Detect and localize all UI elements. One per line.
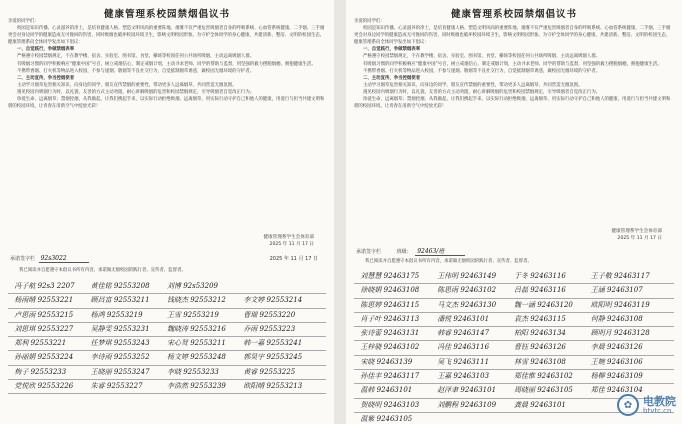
handwritten-signature: 宋心贤 92553211 — [167, 339, 226, 348]
signature-row — [8, 351, 326, 365]
proposal-title: 健康管理系校园禁烟倡议书 — [450, 9, 577, 20]
handwritten-signature: 梅子 92553233 — [14, 367, 67, 376]
signature-row — [8, 280, 326, 294]
signature-org: 健康管理系学生会体育部 — [263, 235, 314, 240]
paragraph: 校园是知识传播、心灵滋养的净土，是培育健康人格、塑造文明风尚的重要阵地。烟雾不仅严重危害吸烟者自身的呼吸系统、心血管系统健康，二手烟、三手烟更会对身边同学的健康造成无可挽回的伤害，同时吸烟也破坏校园环境卫生，影响文明校园形象。为守护全体同学的身心健康，共建清新、整洁、文明的校园生态，健康管理系向全体同学发出如下倡议： — [8, 26, 325, 46]
watermark-text: 电教院 — [643, 394, 676, 408]
campus-seal-icon: ✿ — [617, 394, 639, 416]
handwritten-signature: 柏阳 92463134 — [514, 329, 566, 338]
handwritten-signature: 刘思琪 92553227 — [14, 324, 74, 333]
paragraph: 严格遵守校园禁烟规定，不在教学楼、宿舍、实验室、图书馆、食堂、操场等校园任何公共场所吸烟，主动远离吸烟人群。 — [17, 54, 255, 60]
handwritten-signature: 朱睿 92553227 — [90, 382, 143, 391]
class-value: 92463/班 — [415, 246, 465, 256]
handwritten-signature: 冯子航 92s3 2207 — [14, 282, 75, 290]
class-label: 承诺签字栏 — [356, 249, 382, 255]
paragraph: 严格遵守校园禁烟规定，不在教学楼、宿舍、实验室、图书馆、食堂、操场等校园任何公共场所吸烟，主动远离吸烟人群。 — [363, 54, 601, 60]
right-proposal-sheet — [346, 0, 682, 424]
signature-row — [8, 294, 326, 308]
handwritten-signature: 吴静雯 92553231 — [90, 324, 150, 333]
handwritten-signature: 黄佳铭 92553208 — [90, 282, 150, 290]
paragraph: 校园是知识传播、心灵滋养的净土，是培育健康人格、塑造文明风尚的重要阵地。烟雾不仅严重危害吸烟者自身的呼吸系统、心血管系统健康，二手烟、三手烟更会对身边同学的健康造成无可挽回的伤害，同时吸烟也破坏校园环境卫生，影响文明校园形象。为守护全体同学的身心健康，共建清新、整洁、文明的校园生态，健康管理系向全体同学发出如下倡议： — [354, 26, 671, 46]
handwritten-signature: 魏晓涛 92553216 — [167, 324, 226, 333]
handwritten-signature: 王涵 92463107 — [590, 286, 643, 295]
left-proposal-sheet — [0, 0, 334, 424]
handwritten-signature: 刘鹏程 92463109 — [437, 400, 497, 409]
handwritten-signature: 李文婷 92553214 — [243, 296, 303, 305]
handwritten-signature: 郭昊宇 92553245 — [243, 353, 303, 362]
signature-row — [354, 270, 674, 284]
handwritten-signature: 陈思婷 92463115 — [360, 300, 420, 309]
handwritten-signature: 李晨 92463126 — [590, 343, 643, 352]
handwritten-signature: 曹钰 92463126 — [514, 343, 566, 352]
signature-row — [354, 313, 674, 327]
handwritten-signature: 黄睿 92553225 — [243, 367, 296, 376]
paragraph: 遇见校园内吸烟行为时，以礼貌、友善的方式主动劝阻，耐心讲解吸烟的危害和校园禁烟规定，引导吸烟者自觉改正行为。 — [363, 89, 601, 95]
handwritten-signature: 潘悦 92463101 — [437, 314, 490, 323]
handwritten-signature: 王梓骁 92463102 — [360, 343, 420, 352]
handwritten-signature: 韩睿 92463147 — [437, 329, 490, 338]
handwritten-signature: 温紫 92463105 — [360, 414, 413, 423]
handwritten-signature: 赵泽聿 92463101 — [437, 386, 497, 395]
handwritten-signature: 乔雨 92553223 — [243, 324, 296, 333]
handwritten-signature: 杨柳 92463109 — [590, 372, 643, 381]
handwritten-signature: 郑佳 92463104 — [590, 386, 643, 395]
handwritten-signature: 温韩 92463101 — [360, 386, 413, 395]
paragraph: 主动学习烟草危害相关知识，向身边的同学、朋友宣传禁烟的重要性，带动更多人远离烟草，共同营造无烟氛围。 — [363, 82, 583, 88]
signature-row — [354, 299, 674, 313]
signature-row — [8, 337, 326, 351]
signature-row — [354, 341, 674, 355]
handwritten-signature: 曹瑞 92553220 — [243, 310, 296, 319]
handwritten-signature: 王婉 92463106 — [590, 357, 643, 366]
signature-org: 健康管理系学生会体育部 — [611, 229, 662, 234]
handwritten-signature: 杨文婷 92553248 — [167, 353, 226, 362]
handwritten-signature: 杨鸿 92553219 — [90, 310, 143, 319]
signature-date: 2025 年 11 月 17 日 — [617, 236, 662, 242]
signature-block — [611, 228, 662, 242]
handwritten-signature: 吕磊 92463116 — [514, 286, 566, 295]
handwritten-signature: 袁杰 92463115 — [514, 314, 566, 323]
signature-grid — [8, 280, 326, 394]
salutation: 亲爱的同学们： — [354, 19, 385, 24]
right-class-label: 班级： — [396, 249, 412, 255]
handwritten-signature: 郑利 92553221 — [14, 339, 67, 348]
handwritten-signature: 何静 92463108 — [590, 314, 643, 323]
handwritten-signature: 杨雨晴 92553221 — [14, 296, 74, 305]
signature-row — [8, 366, 326, 380]
handwritten-signature: 肖子叶 92463113 — [360, 314, 420, 323]
handwritten-signature: 郑佳惟 92463102 — [514, 372, 573, 381]
handwritten-signature: 龚晨 92463101 — [514, 400, 566, 409]
handwritten-signature: 王雪 92553219 — [167, 310, 219, 319]
handwritten-signature: 顾明月 92463128 — [590, 329, 650, 338]
handwritten-signature: 贺晓明 92463103 — [360, 400, 420, 409]
handwritten-signature: 任梦琪 92553243 — [90, 339, 150, 348]
handwritten-signature: 孙丽娟 92553224 — [14, 353, 74, 362]
paragraph: 遇见校园内吸烟行为时，以礼貌、友善的方式主动劝阻，耐心讲解吸烟的危害和校园禁烟规定，引导吸烟者自觉改正行为。 — [17, 89, 255, 95]
handwritten-signature: 魏一涵 92463120 — [514, 300, 573, 309]
signature-row — [354, 327, 674, 341]
commitment-header — [10, 255, 324, 263]
handwritten-signature: 王晓丽 92553247 — [90, 367, 150, 376]
handwritten-signature: 宋晓 92463139 — [360, 357, 413, 366]
handwritten-signature: 李晓 92553233 — [167, 367, 219, 376]
proposal-title: 健康管理系校园禁烟倡议书 — [103, 9, 230, 20]
handwritten-signature: 王伟明 92463149 — [437, 272, 497, 280]
paragraph: 有吸烟习惯的同学积极响应“健康中国”号召，树立戒烟信心，制定戒烟计划，主动寻求老师、同学的帮助与监督，用坚强的毅力摆脱烟瘾，拥抱健康生活。 — [363, 61, 662, 67]
proposal-body — [8, 18, 326, 110]
signature-row — [354, 356, 674, 370]
signature-row — [354, 284, 674, 298]
handwritten-signature: 林雪 92463108 — [514, 357, 566, 366]
paragraph: 珍爱生命，远离烟草；禁烟控烟，从我做起。让我们携起手来，以实际行动拒绝吸烟、远离烟草，用实际行动守护自己和他人的健康，用爱行与担当共建文明和谐的校园环境，让青春在清新空气中绽放光彩！ — [354, 97, 671, 110]
signature-row — [8, 323, 326, 337]
section-heading: 二、主动宣传，争当控烟使者 — [17, 75, 75, 81]
paragraph: 不携带香烟、打火机等物品进入校园，不参与递烟、敬烟等不良社交行为，自觉抵制烟草诱惑，做校园无烟环境的守护者。 — [17, 68, 255, 74]
handwritten-signature: 钱晓杰 92553212 — [167, 296, 226, 305]
handwritten-signature: 周晓丽 92463105 — [514, 386, 573, 395]
commitment-header — [356, 246, 672, 256]
commitment-intro: 我已阅读并自愿遵守本倡议书所有内容，承诺做无烟校园的践行者、宣传者、监督者。 — [365, 259, 532, 264]
proposal-body — [354, 18, 674, 110]
section-heading: 一、自觉践行，争做禁烟表率 — [363, 47, 421, 53]
paragraph: 主动学习烟草危害相关知识，向身边的同学、朋友宣传禁烟的重要性，带动更多人远离烟草，共同营造无烟氛围。 — [17, 82, 237, 88]
commitment-intro: 我已阅读并自愿遵守本倡议书所有内容，承诺做无烟校园的践行者、宣传者、监督者。 — [19, 268, 186, 273]
handwritten-signature: 孙佳丰 92463117 — [360, 372, 420, 381]
handwritten-signature: 吴飞 92463111 — [437, 357, 490, 366]
watermark — [617, 394, 676, 416]
signature-row — [8, 309, 326, 323]
signature-block — [263, 234, 314, 248]
signature-row — [8, 380, 326, 394]
handwritten-signature: 刘慧慧 92463175 — [360, 272, 420, 280]
paragraph: 不携带香烟、打火机等物品进入校园，不参与递烟、敬烟等不良社交行为，自觉抵制烟草诱惑，做校园无烟环境的守护者。 — [363, 68, 601, 74]
handwritten-signature: 欧阳明 92463119 — [590, 300, 650, 309]
class-label: 承诺签字栏 — [10, 256, 36, 262]
salutation: 亲爱的同学们： — [8, 19, 39, 24]
handwritten-signature: 顾昌富 92553211 — [90, 296, 150, 305]
paragraph: 有吸烟习惯的同学积极响应“健康中国”号召，树立戒烟信心，制定戒烟计划，主动寻求老师、同学的帮助与监督，用坚强的毅力摆脱烟瘾，拥抱健康生活。 — [17, 61, 316, 67]
handwritten-signature: 马文杰 92463130 — [437, 300, 497, 309]
handwritten-signature: 刘博 92s53209 — [167, 282, 218, 290]
handwritten-signature: 王子敬 92463117 — [590, 272, 650, 280]
handwritten-signature: 卢思雨 92553215 — [14, 310, 74, 319]
section-heading: 一、自觉践行，争做禁烟表率 — [17, 47, 75, 53]
watermark-url: btvtc.cn — [643, 406, 672, 415]
section-heading: 二、主动宣传，争当控烟使者 — [363, 75, 421, 81]
handwritten-signature: 冯佳 92463116 — [437, 343, 490, 352]
handwritten-signature: 陈思雨 92463102 — [437, 286, 497, 295]
signature-row — [354, 370, 674, 384]
handwritten-signature: 徐晓娟 92463108 — [360, 286, 420, 295]
signature-date: 2025 年 11 月 17 日 — [269, 242, 314, 248]
class-value: 92s3022 — [39, 255, 89, 263]
paragraph: 珍爱生命，远离烟草；禁烟控烟，从我做起。让我们携起手来，以实际行动拒绝吸烟、远离烟草，用实际行动守护自己和他人的健康，用爱行与担当共建文明和谐的校园环境，让青春在清新空气中绽放光彩！ — [8, 97, 325, 110]
handwritten-signature: 党悦欣 92553226 — [14, 382, 74, 391]
handwritten-signature: 韩一嘉 92553241 — [243, 339, 303, 348]
handwritten-signature: 王嘉 92463103 — [437, 372, 490, 381]
handwritten-signature: 于冬 92463116 — [514, 272, 566, 280]
handwritten-signature: 欧阳晴 92553213 — [243, 382, 303, 391]
handwritten-signature: 李浩然 92553239 — [167, 382, 226, 391]
handwritten-signature: 张诗蕾 92463131 — [360, 329, 420, 338]
form-date: 2025 年 11 月 17 日 — [269, 256, 318, 262]
handwritten-signature: 李诗雨 92553252 — [90, 353, 150, 362]
